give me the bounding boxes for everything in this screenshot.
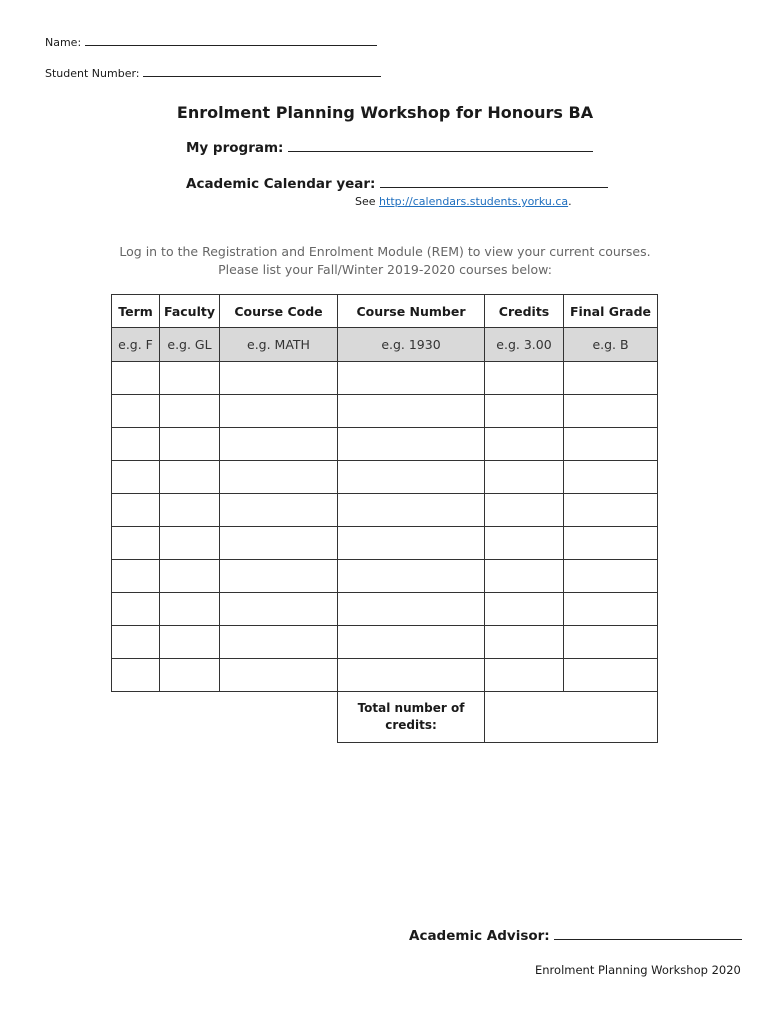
header-credits: Credits (485, 295, 564, 328)
table-cell[interactable] (112, 395, 160, 428)
academic-advisor-label: Academic Advisor: (409, 928, 550, 944)
table-cell[interactable] (485, 626, 564, 659)
total-credits-label-line-1: Total number of (357, 701, 465, 715)
header-term: Term (112, 295, 160, 328)
table-cell[interactable] (338, 395, 485, 428)
table-cell[interactable] (160, 494, 220, 527)
table-cell[interactable] (564, 593, 658, 626)
table-header-row (112, 295, 658, 328)
table-cell[interactable] (112, 659, 160, 692)
table-row (112, 428, 658, 461)
header-course-code: Course Code (220, 295, 338, 328)
table-cell[interactable] (338, 494, 485, 527)
student-number-label: Student Number: (45, 67, 140, 80)
page-footer: Enrolment Planning Workshop 2020 (535, 963, 741, 977)
table-cell[interactable] (112, 461, 160, 494)
table-row (112, 527, 658, 560)
header-course-number: Course Number (338, 295, 485, 328)
table-cell[interactable] (338, 428, 485, 461)
example-course-code: e.g. MATH (220, 328, 338, 362)
example-final-grade: e.g. B (564, 328, 658, 362)
table-cell[interactable] (564, 626, 658, 659)
table-cell[interactable] (220, 428, 338, 461)
table-cell[interactable] (220, 362, 338, 395)
table-cell[interactable] (112, 362, 160, 395)
table-cell[interactable] (220, 626, 338, 659)
table-row (112, 560, 658, 593)
table-cell[interactable] (564, 428, 658, 461)
table-cell[interactable] (160, 395, 220, 428)
table-cell[interactable] (338, 362, 485, 395)
table-cell[interactable] (485, 593, 564, 626)
instructions-line-2: Please list your Fall/Winter 2019-2020 courses below: (218, 262, 552, 277)
table-cell[interactable] (485, 560, 564, 593)
table-row (112, 659, 658, 692)
instructions-line-1: Log in to the Registration and Enrolment Module (REM) to view your current courses. (119, 244, 651, 259)
total-credits-value-cell[interactable] (485, 692, 658, 743)
table-cell[interactable] (564, 527, 658, 560)
table-cell[interactable] (160, 560, 220, 593)
table-cell[interactable] (220, 659, 338, 692)
program-input-line[interactable] (288, 151, 593, 152)
student-number-field (45, 67, 381, 80)
name-label: Name: (45, 36, 82, 49)
table-cell[interactable] (564, 494, 658, 527)
table-row (112, 494, 658, 527)
total-credits-label-line-2: credits: (385, 718, 437, 732)
table-row (112, 395, 658, 428)
calendar-year-field (186, 176, 608, 192)
header-final-grade: Final Grade (564, 295, 658, 328)
table-cell[interactable] (160, 527, 220, 560)
program-field (186, 140, 593, 156)
table-cell[interactable] (160, 659, 220, 692)
table-row (112, 461, 658, 494)
table-cell[interactable] (564, 560, 658, 593)
academic-advisor-field (409, 928, 742, 944)
table-cell[interactable] (485, 428, 564, 461)
name-field (45, 36, 377, 49)
see-text: See (355, 195, 376, 208)
table-cell[interactable] (160, 593, 220, 626)
table-cell[interactable] (112, 560, 160, 593)
table-cell[interactable] (564, 659, 658, 692)
blank-cell (112, 692, 338, 743)
total-credits-label (338, 692, 485, 743)
table-cell[interactable] (220, 395, 338, 428)
academic-advisor-input-line[interactable] (554, 939, 742, 940)
table-cell[interactable] (338, 527, 485, 560)
table-cell[interactable] (485, 362, 564, 395)
page-title: Enrolment Planning Workshop for Honours BA (176, 103, 594, 122)
table-cell[interactable] (220, 461, 338, 494)
total-credits-row (112, 692, 658, 743)
table-cell[interactable] (564, 395, 658, 428)
courses-table (111, 294, 658, 743)
table-row (112, 626, 658, 659)
table-cell[interactable] (112, 593, 160, 626)
table-cell[interactable] (112, 626, 160, 659)
calendar-year-label: Academic Calendar year: (186, 176, 376, 192)
calendar-reference (355, 195, 572, 208)
table-cell[interactable] (160, 626, 220, 659)
table-cell[interactable] (220, 593, 338, 626)
calendar-link[interactable]: http://calendars.students.yorku.ca (379, 195, 569, 208)
table-cell[interactable] (564, 461, 658, 494)
see-period: . (568, 195, 572, 208)
example-term: e.g. F (112, 328, 160, 362)
instructions (0, 243, 770, 279)
table-cell[interactable] (485, 395, 564, 428)
table-row (112, 362, 658, 395)
table-cell[interactable] (160, 461, 220, 494)
table-cell[interactable] (160, 362, 220, 395)
header-faculty: Faculty (160, 295, 220, 328)
example-row (112, 328, 658, 362)
table-cell[interactable] (112, 527, 160, 560)
table-cell[interactable] (160, 428, 220, 461)
table-cell[interactable] (338, 560, 485, 593)
table-cell[interactable] (485, 494, 564, 527)
table-cell[interactable] (220, 560, 338, 593)
table-cell[interactable] (112, 494, 160, 527)
table-cell[interactable] (220, 527, 338, 560)
example-faculty: e.g. GL (160, 328, 220, 362)
calendar-year-input-line[interactable] (380, 187, 608, 188)
table-cell[interactable] (485, 527, 564, 560)
table-cell[interactable] (338, 659, 485, 692)
example-course-number: e.g. 1930 (338, 328, 485, 362)
table-cell[interactable] (564, 362, 658, 395)
example-credits: e.g. 3.00 (485, 328, 564, 362)
name-input-line[interactable] (85, 45, 377, 46)
table-cell[interactable] (485, 659, 564, 692)
table-cell[interactable] (338, 461, 485, 494)
table-row (112, 593, 658, 626)
table-cell[interactable] (220, 494, 338, 527)
student-number-input-line[interactable] (143, 76, 381, 77)
table-cell[interactable] (485, 461, 564, 494)
table-cell[interactable] (112, 428, 160, 461)
table-cell[interactable] (338, 626, 485, 659)
program-label: My program: (186, 140, 284, 156)
table-cell[interactable] (338, 593, 485, 626)
